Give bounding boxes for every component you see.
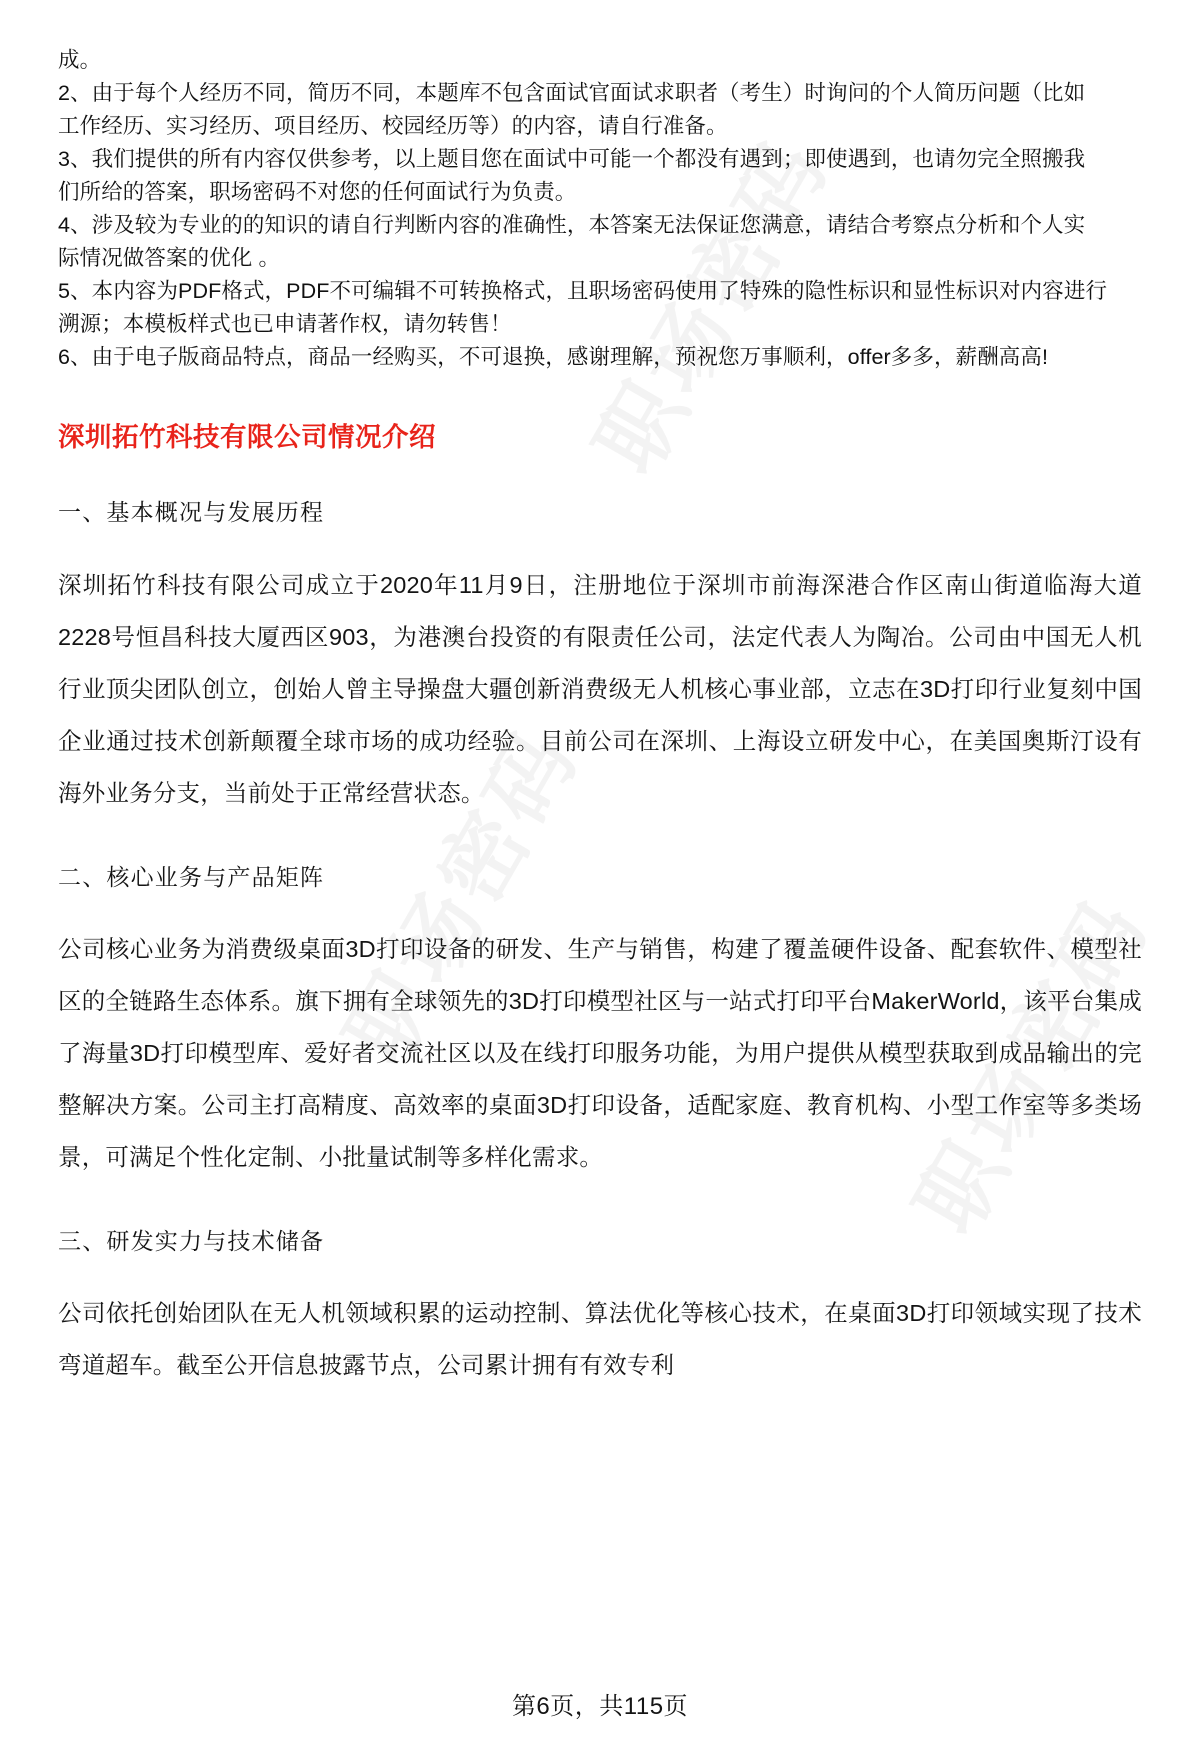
notice-item-4-line-2: 际情况做答案的优化 。 — [58, 246, 281, 270]
notice-item-4-line-1: 4、涉及较为专业的的知识的请自行判断内容的准确性，本答案无法保证您满意，请结合考察点分析和个人实 — [58, 213, 1086, 237]
section-heading-3: 三、研发实力与技术储备 — [58, 1227, 325, 1254]
page-number-label: 第6页，共115页 — [511, 1693, 689, 1720]
section-heading-2: 二、核心业务与产品矩阵 — [58, 863, 325, 890]
notice-item-6-line-1: 6、由于电子版商品特点，商品一经购买，不可退换，感谢理解，预祝您万事顺利，offer多多，薪酬高高! — [58, 345, 1049, 369]
notice-item-1-continuation: 成。 — [58, 48, 102, 72]
notice-item-3-line-1: 3、我们提供的所有内容仅供参考，以上题目您在面试中可能一个都没有遇到；即使遇到，也请勿完全照搬我 — [58, 147, 1086, 171]
notice-item-2-line-2: 工作经历、实习经历、项目经历、校园经历等）的内容，请自行准备。 — [58, 114, 728, 138]
notice-item-2-line-1: 2、由于每个人经历不同，简历不同，本题库不包含面试官面试求职者（考生）时询问的个人简历问题（比如 — [58, 81, 1086, 105]
section-heading-1: 一、基本概况与发展历程 — [58, 499, 325, 526]
section-paragraph-3: 公司依托创始团队在无人机领域积累的运动控制、算法优化等核心技术，在桌面3D打印领域实现了技术弯道超车。截至公开信息披露节点，公司累计拥有有效专利 — [58, 1300, 1142, 1378]
section-paragraph-1: 深圳拓竹科技有限公司成立于2020年11月9日，注册地位于深圳市前海深港合作区南山街道临海大道2228号恒昌科技大厦西区903，为港澳台投资的有限责任公司，法定代表人为陶冶。公司由中国无人机行业顶尖团队创立，创始人曾主导操盘大疆创新消费级无人机核心事业部，立志在3D打印行业复刻中国企业通过技术创新颠覆全球市场的成功经验。目前公司在深圳、上海设立研发中心，在美国奥斯汀设有海外业务分支，当前处于正常经营状态。 — [58, 571, 1142, 806]
notice-item-5-line-1: 5、本内容为PDF格式，PDF不可编辑不可转换格式，且职场密码使用了特殊的隐性标识和显性标识对内容进行 — [58, 279, 1108, 303]
notice-item-5-line-2: 溯源；本模板样式也已申请著作权，请勿转售！ — [58, 312, 512, 336]
page-title: 深圳拓竹科技有限公司情况介绍 — [58, 422, 436, 452]
section-paragraph-2: 公司核心业务为消费级桌面3D打印设备的研发、生产与销售，构建了覆盖硬件设备、配套软件、模型社区的全链路生态体系。旗下拥有全球领先的3D打印模型社区与一站式打印平台MakerWorld，该平台集成了海量3D打印模型库、爱好者交流社区以及在线打印服务功能，为用户提供从模型获取到成品输出的完整解决方案。公司主打高精度、高效率的桌面3D打印设备，适配家庭、教育机构、小型工作室等多类场景，可满足个性化定制、小批量试制等多样化需求。 — [58, 935, 1142, 1170]
notice-block — [58, 44, 1142, 374]
page-footer — [0, 1686, 1200, 1721]
notice-item-3-line-2: 们所给的答案，职场密码不对您的任何面试行为负责。 — [58, 180, 577, 204]
